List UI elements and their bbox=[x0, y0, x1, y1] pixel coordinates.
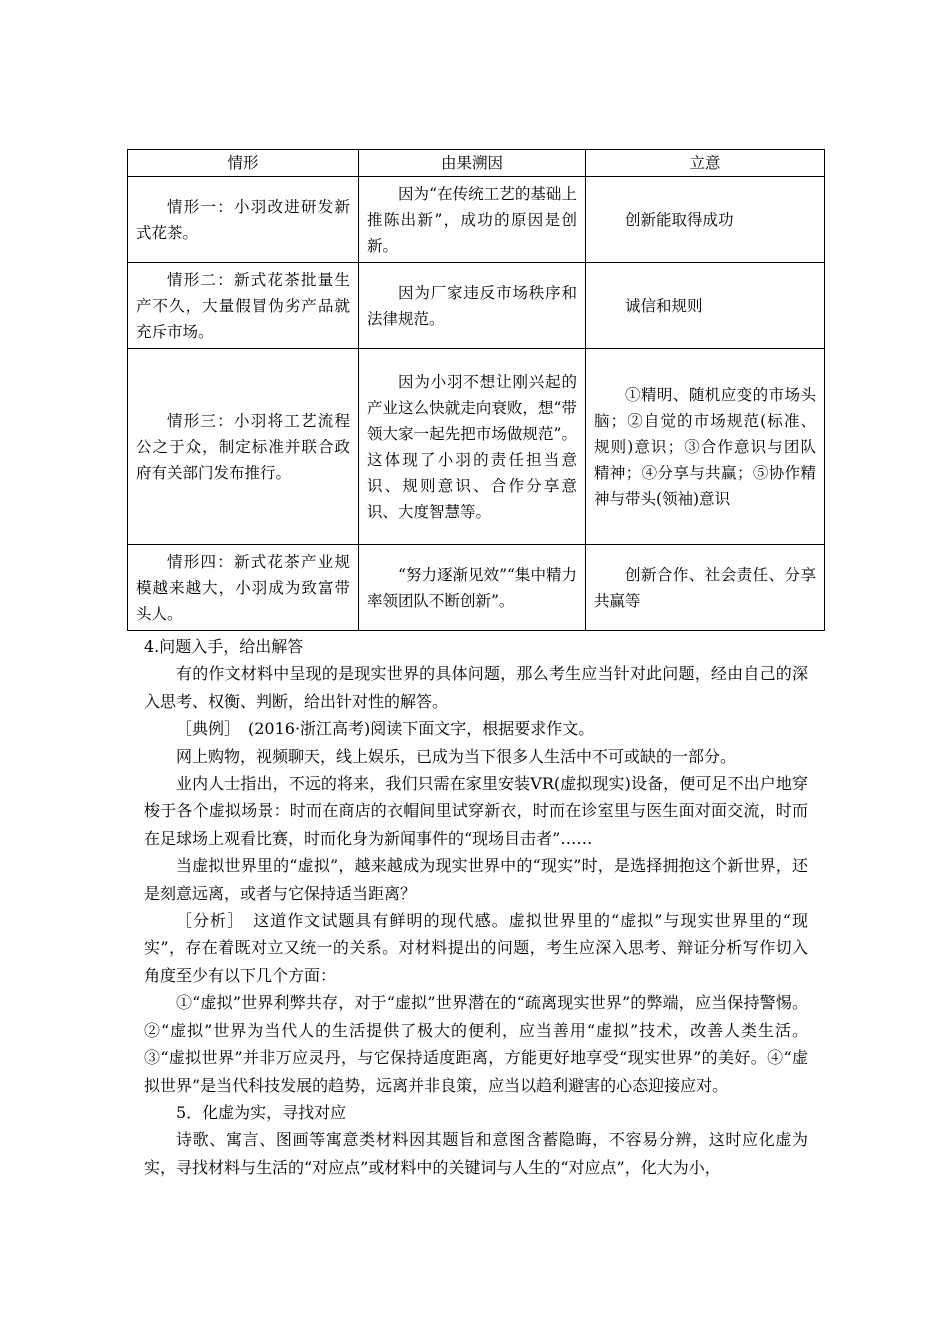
cause-cell: “努力逐渐见效”“集中精力率领团队不断创新”。 bbox=[359, 545, 586, 631]
paragraph: 有的作文材料中呈现的是现实世界的具体问题，那么考生应当针对此问题，经由自己的深入思考、权衡、判断，给出针对性的解答。 bbox=[144, 664, 808, 711]
situation-cell: 情形四：新式花茶产业规模越来越大，小羽成为致富带头人。 bbox=[128, 545, 359, 631]
paragraph: 诗歌、寓言、图画等寓意类材料因其题旨和意图含蓄隐晦，不容易分辨，这时应化虚为实，寻找材料与生活的“对应点”或材料中的关键词与人生的“对应点”，化大为小， bbox=[144, 1130, 808, 1177]
header-situation: 情形 bbox=[128, 150, 359, 177]
situation-cell: 情形三：小羽将工艺流程公之于众，制定标准并联合政府有关部门发布推行。 bbox=[128, 349, 359, 545]
cause-cell: 因为厂家违反市场秩序和法律规范。 bbox=[359, 263, 586, 349]
table-row bbox=[128, 263, 825, 349]
analysis-table bbox=[127, 149, 825, 631]
theme-cell: 创新合作、社会责任、分享共赢等 bbox=[586, 545, 825, 631]
header-theme: 立意 bbox=[586, 150, 825, 177]
paragraph: 当虚拟世界里的“虚拟”，越来越成为现实世界中的“现实”时，是选择拥抱这个新世界，还是刻意远离，或者与它保持适当距离？ bbox=[144, 856, 808, 903]
table-row bbox=[128, 349, 825, 545]
table-row bbox=[128, 545, 825, 631]
analysis-paragraph: ［分析］ 这道作文试题具有鲜明的现代感。虚拟世界里的“虚拟”与现实世界里的“现实”，存在着既对立又统一的关系。对材料提出的问题，考生应深入思考、辩证分析写作切入角度至少有以下几个方面： bbox=[144, 911, 808, 985]
theme-cell: 诚信和规则 bbox=[586, 263, 825, 349]
situation-cell: 情形一：小羽改进研发新式花茶。 bbox=[128, 177, 359, 263]
section-5-title: 5．化虚为实，寻找对应 bbox=[176, 1102, 347, 1122]
header-cause: 由果溯因 bbox=[359, 150, 586, 177]
theme-cell: ①精明、随机应变的市场头脑；②自觉的市场规范(标准、规则)意识；③合作意识与团队精神；④分享与共赢；⑤协作精神与带头(领袖)意识 bbox=[586, 349, 825, 545]
table-row bbox=[128, 177, 825, 263]
cause-cell: 因为“在传统工艺的基础上推陈出新”，成功的原因是创新。 bbox=[359, 177, 586, 263]
table-header-row bbox=[128, 150, 825, 177]
situation-cell: 情形二：新式花茶批量生产不久，大量假冒伪劣产品就充斥市场。 bbox=[128, 263, 359, 349]
body-text bbox=[144, 633, 808, 1181]
section-4-title: 4.问题入手，给出解答 bbox=[144, 637, 304, 656]
paragraph: ①“虚拟”世界利弊共存，对于“虚拟”世界潜在的“疏离现实世界”的弊端，应当保持警惕。②“虚拟”世界为当代人的生活提供了极大的便利，应当善用“虚拟”技术，改善人类生活。③“虚拟世界”并非万应灵丹，与它保持适度距离，方能更好地享受“现实世界”的美好。④“虚拟世界”是当代科技发展的趋势，远离并非良策，应当以趋利避害的心态迎接应对。 bbox=[144, 993, 808, 1095]
example-heading: ［典例］ (2016·浙江高考)阅读下面文字，根据要求作文。 bbox=[176, 719, 595, 739]
paragraph: 业内人士指出，不远的将来，我们只需在家里安装VR(虚拟现实)设备，便可足不出户地穿梭于各个虚拟场景：时而在商店的衣帽间里试穿新衣，时而在诊室里与医生面对面交流，时而在足球场上观看比赛，时而化身为新闻事件的“现场目击者”…… bbox=[144, 774, 808, 848]
cause-cell: 因为小羽不想让刚兴起的产业这么快就走向衰败，想“带领大家一起先把市场做规范”。这体现了小羽的责任担当意识、规则意识、合作分享意识、大度智慧等。 bbox=[359, 349, 586, 545]
paragraph: 网上购物，视频聊天，线上娱乐，已成为当下很多人生活中不可或缺的一部分。 bbox=[176, 746, 737, 766]
theme-cell: 创新能取得成功 bbox=[586, 177, 825, 263]
